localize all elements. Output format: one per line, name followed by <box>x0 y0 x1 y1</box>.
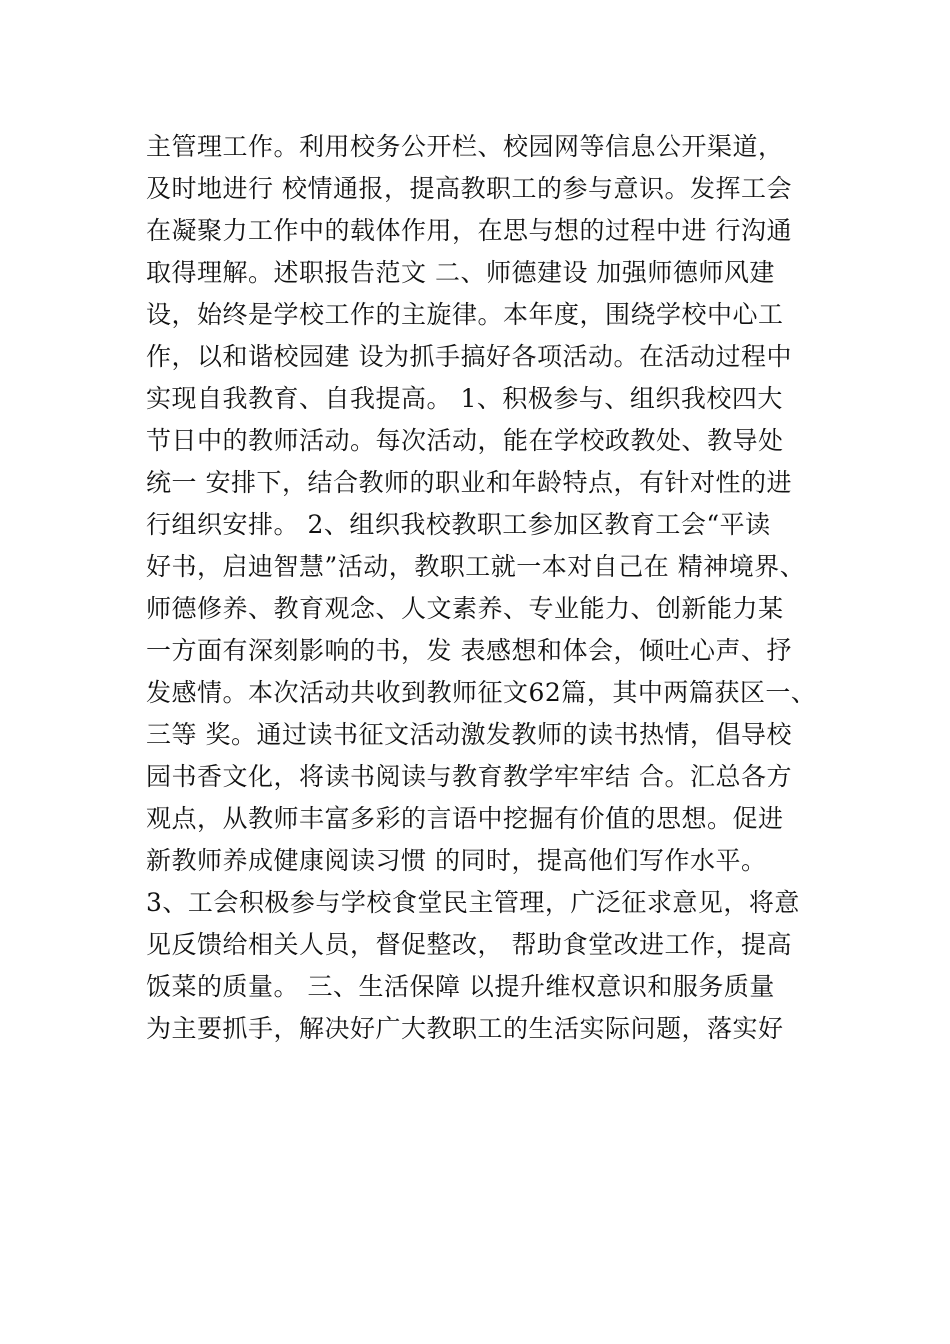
text-line: 三等 奖。通过读书征文活动激发教师的读书热情，倡导校 <box>146 720 792 749</box>
text-line: 饭菜的质量。 三、生活保障 以提升维权意识和服务质量 <box>146 972 775 1001</box>
text-line: 及时地进行 校情通报，提高教职工的参与意识。发挥工会 <box>146 174 792 203</box>
body-text <box>146 126 826 1050</box>
text-line: 节日中的教师活动。每次活动，能在学校政教处、教导处 <box>146 426 784 455</box>
text-line: 见反馈给相关人员，督促整改， 帮助食堂改进工作，提高 <box>146 930 792 959</box>
text-line: 作，以和谐校园建 设为抓手搞好各项活动。在活动过程中 <box>146 342 792 371</box>
text-line: 一方面有深刻影响的书，发 表感想和体会，倾吐心声、抒 <box>146 636 792 665</box>
text-line: 在凝聚力工作中的载体作用，在思与想的过程中进 行沟通 <box>146 216 792 245</box>
text-line: 取得理解。述职报告范文 二、师德建设 加强师德师风建 <box>146 258 775 287</box>
text-line: 主管理工作。利用校务公开栏、校园网等信息公开渠道， <box>146 132 784 161</box>
text-line: 观点，从教师丰富多彩的言语中挖掘有价值的思想。促进 <box>146 804 784 833</box>
text-line: 3、工会积极参与学校食堂民主管理，广泛征求意见，将意 <box>146 888 800 917</box>
text-line: 师德修养、教育观念、人文素养、专业能力、创新能力某 <box>146 594 784 623</box>
text-line: 好书，启迪智慧”活动，教职工就一本对自己在 精神境界、 <box>146 552 806 581</box>
text-line: 行组织安排。 2、组织我校教职工参加区教育工会“平读 <box>146 510 771 539</box>
text-line: 统一 安排下，结合教师的职业和年龄特点，有针对性的进 <box>146 468 792 497</box>
text-line: 为主要抓手，解决好广大教职工的生活实际问题，落实好 <box>146 1014 784 1043</box>
text-line: 发感情。本次活动共收到教师征文62篇，其中两篇获区一、 <box>146 678 817 707</box>
text-line: 园书香文化，将读书阅读与教育教学牢牢结 合。汇总各方 <box>146 762 792 791</box>
text-line: 实现自我教育、自我提高。 1、积极参与、组织我校四大 <box>146 384 783 413</box>
text-line: 设，始终是学校工作的主旋律。本年度，围绕学校中心工 <box>146 300 784 329</box>
text-line: 新教师养成健康阅读习惯 的同时，提高他们写作水平。 <box>146 846 767 875</box>
